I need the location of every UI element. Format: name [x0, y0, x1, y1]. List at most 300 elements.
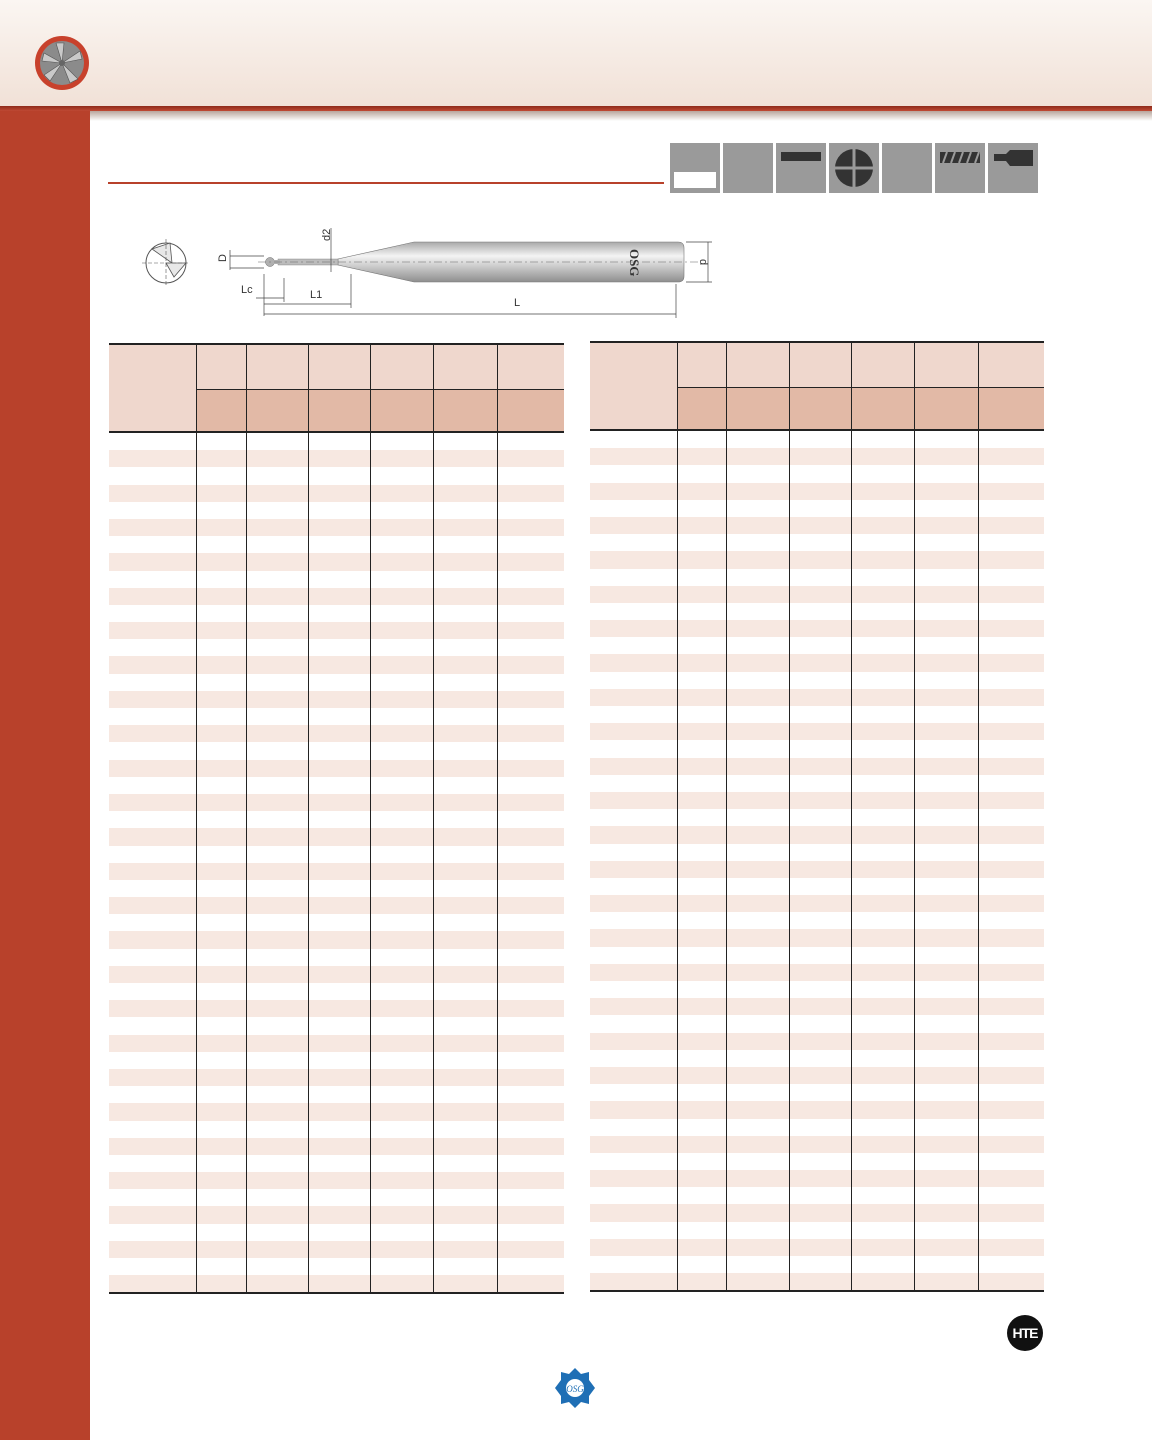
- table-cell: [590, 998, 677, 1015]
- table-cell: [789, 483, 851, 500]
- table-cell: [246, 914, 308, 931]
- table-cell: [370, 863, 433, 880]
- table-cell: [726, 1084, 789, 1101]
- table-cell: [914, 964, 978, 981]
- table-cell: [914, 654, 978, 671]
- table-row: [590, 1187, 1044, 1204]
- table-cell: [433, 485, 497, 502]
- subheader-cell: [308, 390, 370, 433]
- table-row: [590, 1204, 1044, 1221]
- table-cell: [246, 725, 308, 742]
- table-cell: [789, 1239, 851, 1256]
- table-cell: [677, 534, 726, 551]
- table-cell: [246, 1103, 308, 1120]
- table-cell: [370, 1035, 433, 1052]
- table-cell: [308, 571, 370, 588]
- table-cell: [726, 998, 789, 1015]
- table-cell: [590, 981, 677, 998]
- header-cell: [726, 342, 789, 388]
- table-cell: [433, 571, 497, 588]
- table-row: [109, 897, 564, 914]
- table-cell: [978, 775, 1044, 792]
- table-cell: [196, 1241, 246, 1258]
- table-cell: [677, 1136, 726, 1153]
- table-cell: [590, 430, 677, 448]
- table-cell: [726, 1033, 789, 1050]
- table-cell: [914, 929, 978, 946]
- table-cell: [851, 878, 914, 895]
- table-cell: [109, 1086, 196, 1103]
- table-cell: [196, 1052, 246, 1069]
- table-cell: [109, 553, 196, 570]
- table-cell: [914, 775, 978, 792]
- table-cell: [851, 603, 914, 620]
- table-cell: [914, 637, 978, 654]
- table-cell: [246, 502, 308, 519]
- table-cell: [851, 586, 914, 603]
- table-cell: [196, 863, 246, 880]
- table-cell: [789, 792, 851, 809]
- table-row: [590, 1170, 1044, 1187]
- table-cell: [433, 1275, 497, 1293]
- table-cell: [851, 1119, 914, 1136]
- table-cell: [433, 1206, 497, 1223]
- table-cell: [677, 861, 726, 878]
- table-cell: [914, 878, 978, 895]
- table-cell: [978, 448, 1044, 465]
- table-row: [590, 1084, 1044, 1101]
- table-cell: [109, 794, 196, 811]
- table-cell: [914, 1050, 978, 1067]
- table-row: [590, 964, 1044, 981]
- table-cell: [109, 1035, 196, 1052]
- table-cell: [196, 794, 246, 811]
- table-cell: [914, 1222, 978, 1239]
- table-cell: [497, 1069, 564, 1086]
- table-cell: [308, 1224, 370, 1241]
- table-cell: [370, 914, 433, 931]
- table-row: [109, 1155, 564, 1172]
- table-cell: [497, 949, 564, 966]
- table-cell: [914, 1084, 978, 1101]
- table-cell: [914, 947, 978, 964]
- table-cell: [851, 517, 914, 534]
- table-cell: [196, 949, 246, 966]
- table-row: [109, 760, 564, 777]
- table-cell: [590, 1273, 677, 1291]
- table-cell: [109, 1258, 196, 1275]
- table-cell: [851, 430, 914, 448]
- table-cell: [726, 534, 789, 551]
- table-cell: [246, 432, 308, 450]
- table-cell: [246, 897, 308, 914]
- table-cell: [726, 672, 789, 689]
- table-cell: [677, 586, 726, 603]
- osg-endmill-logo-icon: [34, 35, 90, 91]
- table-cell: [789, 551, 851, 568]
- table-cell: [109, 828, 196, 845]
- blank-spec-icon: [670, 143, 720, 193]
- neck-shank-icon: [988, 143, 1038, 193]
- table-cell: [789, 775, 851, 792]
- table-cell: [196, 983, 246, 1000]
- table-cell: [677, 1119, 726, 1136]
- table-cell: [196, 571, 246, 588]
- table-cell: [914, 792, 978, 809]
- table-cell: [726, 1204, 789, 1221]
- table-cell: [308, 502, 370, 519]
- table-cell: [914, 1015, 978, 1032]
- table-cell: [590, 637, 677, 654]
- dim-L1-label: L1: [310, 289, 323, 301]
- table-row: [109, 1035, 564, 1052]
- table-cell: [789, 620, 851, 637]
- header-cell: [978, 342, 1044, 388]
- table-cell: [914, 483, 978, 500]
- table-cell: [308, 1035, 370, 1052]
- table-row: [109, 863, 564, 880]
- table-cell: [789, 1050, 851, 1067]
- table-cell: [851, 1101, 914, 1118]
- table-cell: [497, 794, 564, 811]
- table-cell: [978, 1015, 1044, 1032]
- table-cell: [308, 536, 370, 553]
- table-cell: [497, 1052, 564, 1069]
- table-cell: [677, 551, 726, 568]
- table-cell: [726, 586, 789, 603]
- table-cell: [370, 588, 433, 605]
- table-cell: [370, 1121, 433, 1138]
- table-row: [590, 723, 1044, 740]
- table-row: [590, 551, 1044, 568]
- table-cell: [246, 742, 308, 759]
- table-cell: [370, 708, 433, 725]
- table-cell: [109, 502, 196, 519]
- table-cell: [978, 534, 1044, 551]
- table-cell: [590, 792, 677, 809]
- table-cell: [590, 569, 677, 586]
- table-cell: [246, 571, 308, 588]
- table-cell: [978, 706, 1044, 723]
- table-row: [109, 1172, 564, 1189]
- table-cell: [433, 502, 497, 519]
- table-cell: [851, 792, 914, 809]
- table-cell: [978, 603, 1044, 620]
- table-cell: [914, 448, 978, 465]
- table-cell: [196, 605, 246, 622]
- table-cell: [789, 1222, 851, 1239]
- table-cell: [109, 1189, 196, 1206]
- table-cell: [109, 1069, 196, 1086]
- table-cell: [914, 895, 978, 912]
- table-cell: [109, 622, 196, 639]
- table-cell: [246, 691, 308, 708]
- table-cell: [677, 844, 726, 861]
- spec-table-left: [109, 343, 564, 1294]
- table-cell: [370, 742, 433, 759]
- table-cell: [308, 588, 370, 605]
- table-cell: [308, 846, 370, 863]
- table-cell: [109, 914, 196, 931]
- table-cell: [677, 998, 726, 1015]
- table-cell: [914, 706, 978, 723]
- table-cell: [246, 656, 308, 673]
- table-cell: [726, 483, 789, 500]
- table-cell: [726, 1153, 789, 1170]
- hte-badge: HTE: [1007, 1315, 1043, 1351]
- table-cell: [590, 1222, 677, 1239]
- table-cell: [677, 912, 726, 929]
- table-cell: [851, 1084, 914, 1101]
- table-cell: [370, 1172, 433, 1189]
- table-cell: [246, 983, 308, 1000]
- table-cell: [497, 1172, 564, 1189]
- table-cell: [196, 553, 246, 570]
- table-cell: [590, 689, 677, 706]
- table-cell: [308, 467, 370, 484]
- table-cell: [851, 981, 914, 998]
- table-cell: [246, 1121, 308, 1138]
- table-row: [590, 981, 1044, 998]
- table-cell: [677, 1050, 726, 1067]
- table-cell: [789, 844, 851, 861]
- table-cell: [196, 1275, 246, 1293]
- table-row: [590, 637, 1044, 654]
- table-cell: [726, 1101, 789, 1118]
- table-cell: [978, 895, 1044, 912]
- table-row: [109, 914, 564, 931]
- table-cell: [726, 1256, 789, 1273]
- table-cell: [497, 708, 564, 725]
- table-cell: [677, 654, 726, 671]
- table-cell: [370, 1206, 433, 1223]
- table-cell: [590, 1119, 677, 1136]
- table-cell: [196, 1206, 246, 1223]
- table-cell: [497, 742, 564, 759]
- table-cell: [726, 723, 789, 740]
- table-cell: [109, 949, 196, 966]
- dim-D-label: D: [217, 254, 229, 262]
- table-cell: [789, 809, 851, 826]
- table-cell: [433, 846, 497, 863]
- table-cell: [308, 1069, 370, 1086]
- table-cell: [196, 1035, 246, 1052]
- table-cell: [726, 775, 789, 792]
- table-cell: [851, 672, 914, 689]
- table-cell: [370, 760, 433, 777]
- table-cell: [851, 569, 914, 586]
- table-cell: [109, 777, 196, 794]
- table-cell: [789, 1033, 851, 1050]
- table-cell: [246, 1052, 308, 1069]
- table-cell: [789, 706, 851, 723]
- table-row: [109, 931, 564, 948]
- table-cell: [497, 1086, 564, 1103]
- table-cell: [308, 605, 370, 622]
- table-cell: [246, 1017, 308, 1034]
- table-row: [109, 605, 564, 622]
- table-cell: [590, 1187, 677, 1204]
- table-cell: [109, 432, 196, 450]
- table-cell: [726, 964, 789, 981]
- table-cell: [677, 878, 726, 895]
- table-cell: [370, 450, 433, 467]
- table-cell: [851, 551, 914, 568]
- table-cell: [497, 863, 564, 880]
- header-item-cell: [590, 342, 677, 430]
- table-cell: [109, 897, 196, 914]
- table-cell: [370, 467, 433, 484]
- table-row: [590, 844, 1044, 861]
- table-cell: [789, 981, 851, 998]
- table-cell: [789, 1136, 851, 1153]
- table-cell: [433, 605, 497, 622]
- table-cell: [726, 929, 789, 946]
- table-cell: [109, 811, 196, 828]
- table-cell: [433, 467, 497, 484]
- table-cell: [497, 1258, 564, 1275]
- table-cell: [370, 485, 433, 502]
- table-cell: [370, 1189, 433, 1206]
- table-cell: [497, 639, 564, 656]
- table-cell: [677, 1033, 726, 1050]
- table-cell: [677, 947, 726, 964]
- table-cell: [677, 672, 726, 689]
- table-cell: [590, 1153, 677, 1170]
- table-cell: [370, 1275, 433, 1293]
- table-cell: [246, 485, 308, 502]
- table-row: [590, 758, 1044, 775]
- table-cell: [497, 931, 564, 948]
- table-cell: [497, 1000, 564, 1017]
- table-cell: [308, 966, 370, 983]
- table-cell: [497, 691, 564, 708]
- table-cell: [497, 725, 564, 742]
- table-cell: [246, 588, 308, 605]
- table-cell: [590, 448, 677, 465]
- table-row: [590, 878, 1044, 895]
- table-cell: [978, 809, 1044, 826]
- table-cell: [851, 826, 914, 843]
- table-row: [590, 1101, 1044, 1118]
- table-cell: [851, 534, 914, 551]
- table-cell: [677, 603, 726, 620]
- table-cell: [308, 656, 370, 673]
- table-cell: [370, 1052, 433, 1069]
- table-cell: [196, 1000, 246, 1017]
- table-row: [109, 725, 564, 742]
- table-cell: [789, 964, 851, 981]
- table-cell: [789, 448, 851, 465]
- table-cell: [370, 966, 433, 983]
- table-cell: [370, 1224, 433, 1241]
- table-cell: [370, 622, 433, 639]
- table-cell: [196, 828, 246, 845]
- table-row: [590, 947, 1044, 964]
- table-cell: [109, 1000, 196, 1017]
- table-cell: [433, 1086, 497, 1103]
- table-cell: [308, 1241, 370, 1258]
- table-cell: [370, 880, 433, 897]
- table-cell: [978, 878, 1044, 895]
- table-cell: [433, 794, 497, 811]
- table-cell: [677, 517, 726, 534]
- table-cell: [370, 725, 433, 742]
- table-cell: [789, 534, 851, 551]
- table-cell: [851, 689, 914, 706]
- table-cell: [497, 1155, 564, 1172]
- table-cell: [789, 689, 851, 706]
- table-cell: [677, 1084, 726, 1101]
- table-cell: [978, 947, 1044, 964]
- table-cell: [726, 500, 789, 517]
- header-cell: [497, 344, 564, 390]
- table-cell: [246, 1258, 308, 1275]
- table-cell: [196, 1121, 246, 1138]
- table-cell: [914, 758, 978, 775]
- table-cell: [433, 880, 497, 897]
- table-row: [109, 846, 564, 863]
- table-cell: [246, 639, 308, 656]
- table-cell: [246, 1138, 308, 1155]
- table-cell: [851, 740, 914, 757]
- table-cell: [497, 1138, 564, 1155]
- table-cell: [590, 1050, 677, 1067]
- shank-mark: OSG: [627, 249, 642, 277]
- end-view-icon: [142, 239, 190, 287]
- table-cell: [196, 639, 246, 656]
- table-cell: [590, 1101, 677, 1118]
- table-cell: [433, 1017, 497, 1034]
- table-cell: [978, 483, 1044, 500]
- table-cell: [308, 1258, 370, 1275]
- table-cell: [590, 826, 677, 843]
- table-cell: [789, 586, 851, 603]
- table-cell: [308, 897, 370, 914]
- table-cell: [978, 1050, 1044, 1067]
- table-cell: [677, 981, 726, 998]
- table-cell: [851, 998, 914, 1015]
- table-cell: [914, 672, 978, 689]
- table-cell: [789, 740, 851, 757]
- table-row: [109, 553, 564, 570]
- subheader-cell: [433, 390, 497, 433]
- table-cell: [109, 725, 196, 742]
- table-row: [109, 1121, 564, 1138]
- table-cell: [433, 588, 497, 605]
- table-cell: [978, 620, 1044, 637]
- table-row: [590, 689, 1044, 706]
- table-cell: [370, 1241, 433, 1258]
- table-cell: [677, 1273, 726, 1291]
- table-cell: [590, 929, 677, 946]
- table-cell: [433, 949, 497, 966]
- table-cell: [370, 897, 433, 914]
- table-cell: [978, 637, 1044, 654]
- table-cell: [433, 536, 497, 553]
- table-cell: [851, 1153, 914, 1170]
- table-row: [109, 571, 564, 588]
- table-cell: [789, 758, 851, 775]
- table-cell: [590, 500, 677, 517]
- table-cell: [109, 691, 196, 708]
- table-row: [590, 792, 1044, 809]
- table-cell: [677, 483, 726, 500]
- table-cell: [914, 1273, 978, 1291]
- table-cell: [914, 1136, 978, 1153]
- table-cell: [246, 708, 308, 725]
- table-cell: [497, 622, 564, 639]
